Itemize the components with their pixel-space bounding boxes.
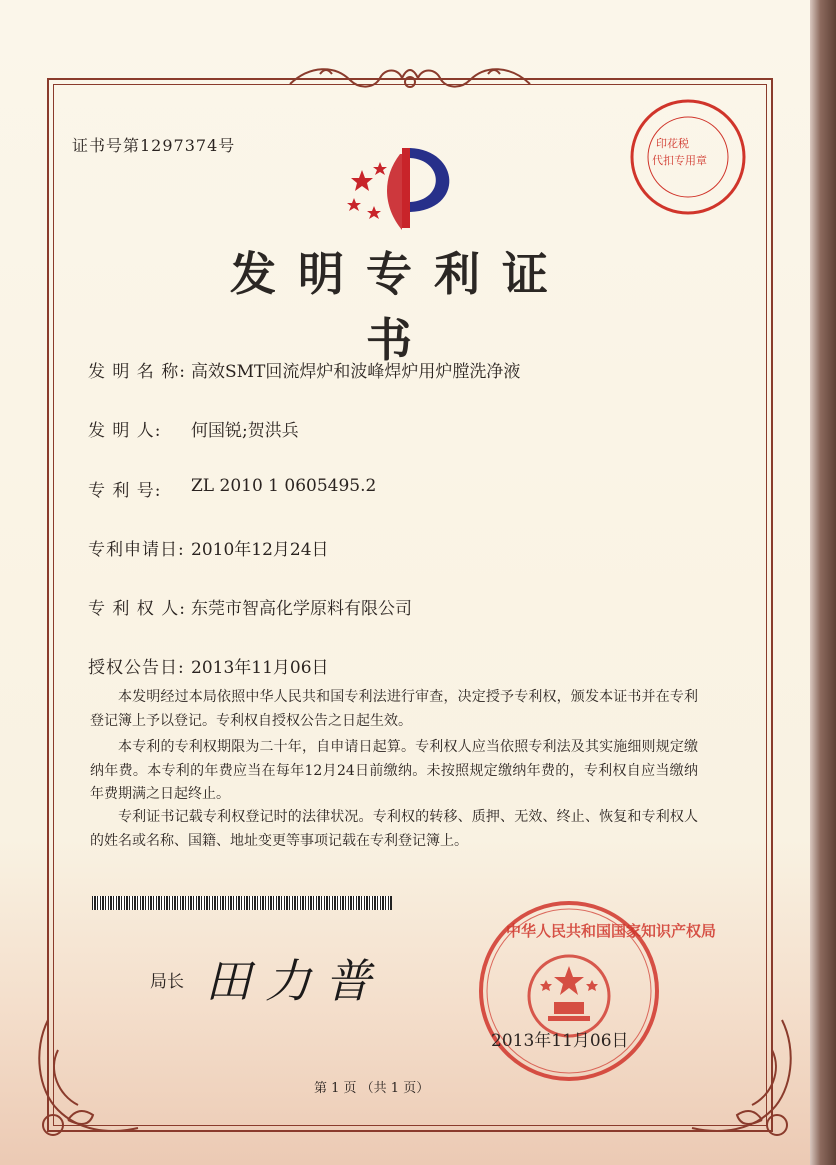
field-value-inventor: 何国锐;贺洪兵	[191, 421, 299, 441]
field-label-filing-date: 专利申请日:	[88, 540, 185, 560]
official-seal-text: 中华人民共和国国家知识产权局	[506, 922, 717, 940]
body-paragraph: 本发明经过本局依照中华人民共和国专利法进行审查，决定授予专利权，颁发本证书并在专利登记簿上予以登记。专利权自授权公告之日起生效。	[90, 689, 698, 729]
field-value-grant-date: 2013年11月06日	[191, 658, 329, 678]
page-info: 第 1 页 （共 1 页）	[314, 1081, 430, 1096]
certificate-number: 证书号第1297374号	[72, 136, 236, 155]
tax-stamp-line-2: 代扣专用章	[652, 154, 707, 167]
seal-date: 2013年11月06日	[491, 1031, 629, 1051]
field-label-invention-name: 发 明 名 称:	[88, 362, 186, 382]
field-value-invention-name: 高效SMT回流焊炉和波峰焊炉用炉膛洗净液	[191, 362, 521, 382]
top-ornament-icon	[280, 60, 540, 100]
tax-stamp-line-1: 印花税	[656, 137, 689, 150]
signature-title: 局长	[150, 972, 184, 992]
corner-ornament-bottom-right-icon	[682, 1010, 802, 1150]
field-label-grant-date: 授权公告日:	[88, 658, 185, 678]
field-label-patentee: 专 利 权 人:	[88, 599, 186, 619]
page-title: 发明专利证书	[230, 247, 570, 367]
field-label-patent-number: 专 利 号:	[88, 481, 162, 501]
field-label-inventor: 发 明 人:	[88, 421, 162, 441]
patent-office-logo-icon	[340, 140, 470, 240]
page-edge	[810, 0, 836, 1165]
barcode	[92, 896, 392, 910]
field-value-filing-date: 2010年12月24日	[191, 540, 329, 560]
field-value-patentee: 东莞市智高化学原料有限公司	[191, 599, 412, 619]
corner-ornament-bottom-left-icon	[28, 1010, 148, 1150]
body-paragraph: 本专利的专利权期限为二十年，自申请日起算。专利权人应当依照专利法及其实施细则规定缴纳年费。本专利的年费应当在每年12月24日前缴纳。未按照规定缴纳年费的，专利权自应当缴纳年费期满之日起终止。	[90, 739, 698, 802]
signature-name: 田力普	[205, 954, 385, 1008]
body-paragraph: 专利证书记载专利权登记时的法律状况。专利权的转移、质押、无效、终止、恢复和专利权人的姓名或名称、国籍、地址变更等事项记载在专利登记簿上。	[90, 809, 698, 849]
field-value-patent-number: ZL 2010 1 0605495.2	[191, 476, 377, 496]
